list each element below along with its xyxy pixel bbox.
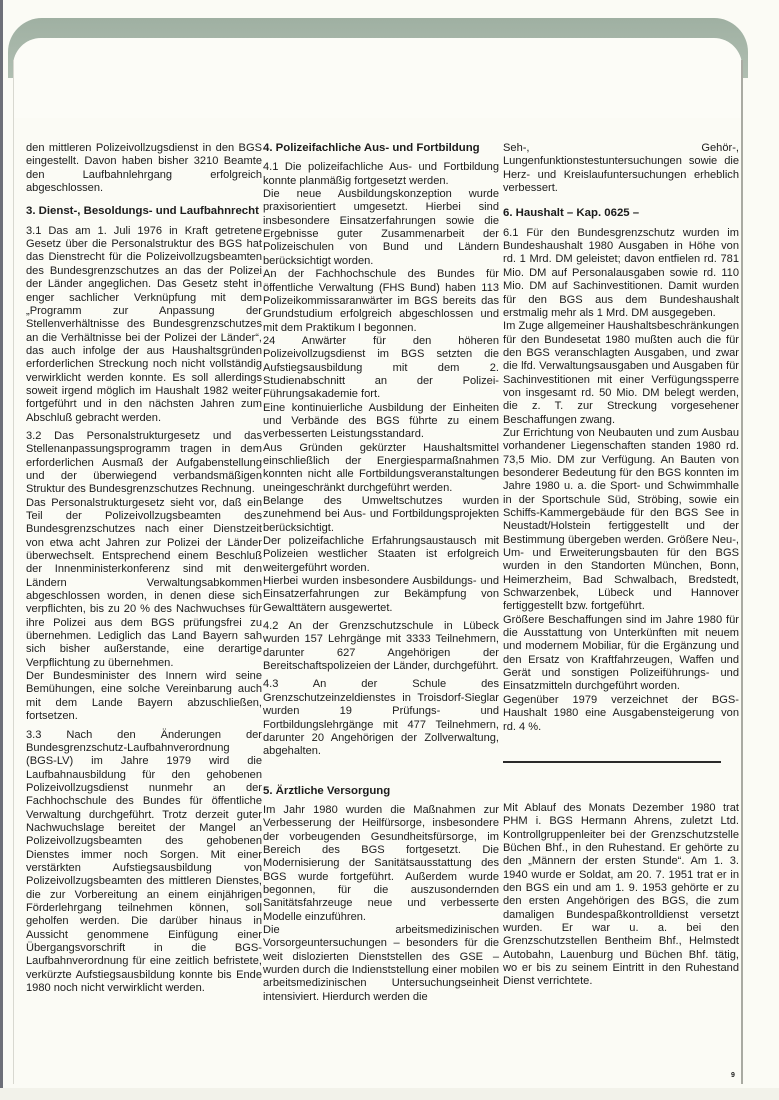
- paragraph-4-1-i: Hierbei wurden insbesondere Ausbildungs- und Einsatzerfahrungen zur Bekämpfung von Gewalttätern ausgewertet.: [263, 575, 499, 614]
- paragraph-4-1-b: Die neue Ausbildungskonzeption wurde praxisorientiert umgesetzt. Hierbei sind insbesondere Einsatzerfahrungen sowie die Ergebnisse guter Zusammenarbeit der Polizeischulen von Bund und Ländern berücksichtigt worden.: [263, 188, 499, 267]
- paragraph-4-1-e: Eine kontinuierliche Ausbildung der Einheiten und Verbände des BGS führte zu einem verbesserten Leistungsstandard.: [263, 401, 499, 441]
- paragraph-4-2: 4.2 An der Grenzschutzschule in Lübeck wurden 157 Lehrgänge mit 3333 Teilnehmern, darunter 627 Angehörigen der Bereitschaftspolizeien der Länder, durchgeführt.: [263, 620, 499, 673]
- paragraph-5-b: Die arbeitsmedizinischen Vorsorgeuntersuchungen – besonders für die weit dislozierten Dienststellen des GSE – wurden durch die Indienststellung einer mobilen arbeitsmedizinischen Untersuchungseinheit intensiviert. Hierdurch werden die: [263, 924, 499, 1003]
- paragraph-intro: den mittleren Polizeivollzugsdienst in den BGS eingestellt. Davon haben bisher 3210 Beamte den Laufbahnlehrgang erfolgreich abgeschlossen.: [26, 142, 262, 195]
- horizontal-rule: [503, 761, 721, 763]
- paragraph-3-2: 3.2 Das Personalstrukturgesetz und das Stellenanpassungsprogramm tragen in dem erforderlichen Ausmaß der Aufgabenstellung und der überwiegend verbandsmäßigen Struktur des Bundesgrenzschutzes Rechnung.: [26, 429, 262, 496]
- paragraph-4-1-h: Der polizeifachliche Erfahrungsaustausch mit Polizeien westlicher Staaten ist erfolgreich weitergeführt worden.: [263, 535, 499, 574]
- column-2: [263, 142, 499, 1004]
- paragraph-3-2-c: Der Bundesminister des Innern wird seine Bemühungen, eine solche Vereinbarung auch mit dem Lande Bayern abzuschließen, fortsetzen.: [26, 670, 262, 723]
- paragraph-5-a: Im Jahr 1980 wurden die Maßnahmen zur Verbesserung der Heilfürsorge, insbesondere der vorbeugenden Gesundheitsfürsorge, im Bereich des BGS fortgesetzt. Die Modernisierung der Sanitätsausstattung des BGS wurde fortgeführt. Außerdem wurde begonnen, für die auszusondernden Sanitätsfahrzeuge neue und verbesserte Modelle einzuführen.: [263, 803, 499, 923]
- paragraph-6-1-c: Zur Errichtung von Neubauten und zum Ausbau vorhandener Liegenschaften standen 1980 rd. 73,5 Mio. DM zur Verfügung. An Bauten von besonderer Bedeutung für den BGS konnten im Jahre 1980 u. a. die Sport- und Schwimmhalle in der Sportschule Süd, Ströbing, sowie ein Schiffs-Kammergebäude für den BGS See in Neustadt/Holstein fertiggestellt und der Bestimmung übergeben werden. Größere Neu-, Um- und Erweiterungsbauten für den BGS wurden in den Standorten München, Bonn, Heimerzheim, Bad Schwalbach, Bredstedt, Schwarzenbek, Lübeck und Hannover fertiggestellt bzw. fortgeführt.: [503, 426, 739, 613]
- paragraph-5-continued: Seh-, Gehör-, Lungenfunktionstestuntersuchungen sowie die Herz- und Kreislaufuntersuchungen erheblich verbessert.: [503, 142, 739, 195]
- section-heading-6: 6. Haushalt – Kap. 0625 –: [503, 207, 640, 220]
- column-3: [503, 142, 739, 989]
- paragraph-4-1-d: 24 Anwärter für den höheren Polizeivollzugsdienst im BGS setzten die Aufstiegsausbildung mit dem 2. Studienabschnitt an der Polizei-Führungsakademie fort.: [263, 334, 499, 401]
- paragraph-retirement-notice: Mit Ablauf des Monats Dezember 1980 trat PHM i. BGS Hermann Ahrens, zuletzt Ltd. Kontrollgruppenleiter bei der Grenzschutzstelle Büchen Bhf., in den Ruhestand. Er gehörte zu den „Männern der ersten Stunde“. Am 1. 3. 1940 wurde er Soldat, am 20. 7. 1951 trat er in den BGS ein und am 1. 9. 1953 gehörte er zu den ersten Angehörigen des BGS, die zum damaligen Bundespaßkontrolldienst versetzt wurden. Er war u. a. bei den Grenzschutzstellen Bentheim Bhf., Helmstedt Autobahn, Lauenburg und Büchen Bhf. tätig, wo er bis zu seinem Eintritt in den Ruhestand Dienst verrichtete.: [503, 801, 739, 988]
- section-heading-4: 4. Polizeifachliche Aus- und Fortbildung: [263, 142, 480, 154]
- paragraph-3-3: 3.3 Nach den Änderungen der Bundesgrenzschutz-Laufbahnverordnung (BGS-LV) im Jahre 1979 wird die Laufbahnausbildung für den gehobenen Polizeivollzugsdienst nunmehr an der Fachhochschule des Bundes für öffentliche Verwaltung durchgeführt. Trotz derzeit guter Nachwuchslage bereitet der Mangel an Polizeivollzugsbeamten des gehobenen Dienstes immer noch Sorgen. Mit einer verstärkten Aufstiegsausbildung von Polizeivollzugsbeamten des mittleren Dienstes, die zur Vorbereitung an einem einjährigen Förderlehrgang teilnehmen können, soll geholfen werden. Die darüber hinaus in Aussicht genommene Einfügung einer Übergangsvorschrift in die BGS-Laufbahnverordnung für eine zeitlich befristete, verkürzte Aufstiegsausbildung konnte bis Ende 1980 noch nicht verwirklicht werden.: [26, 728, 262, 995]
- paragraph-6-1: 6.1 Für den Bundesgrenzschutz wurden im Bundeshaushalt 1980 Ausgaben in Höhe von rd. 1 Mrd. DM geleistet; davon entfielen rd. 781 Mio. DM auf Personalausgaben sowie rd. 110 Mio. DM auf Sachinvestitionen. Damit wurden für den BGS aus dem Bundeshaushalt erstmalig mehr als 1 Mrd. DM ausgegeben.: [503, 226, 739, 319]
- frame-left-rule: [13, 60, 14, 1084]
- column-1: [26, 142, 262, 995]
- paragraph-4-3: 4.3 An der Schule des Grenzschutzeinzeldienstes in Troisdorf-Sieglar wurden 19 Prüfungs- und Fortbildungslehrgänge mit 477 Teilnehmern, darunter 20 Angehörigen der Zollverwaltung, abgehalten.: [263, 678, 499, 758]
- frame-right-rule: [741, 60, 743, 1084]
- paragraph-4-1-f: Aus Gründen gekürzter Haushaltsmittel einschließlich der Energiesparmaßnahmen konnten nicht alle Fortbildungsveranstaltungen uneingeschränkt durchgeführt werden.: [263, 441, 499, 494]
- scan-left-edge: [0, 0, 3, 1100]
- paragraph-3-1: 3.1 Das am 1. Juli 1976 in Kraft getretene Gesetz über die Personalstruktur des BGS hat das Dienstrecht für die Polizeivollzugsbeamten des Bundesgrenzschutzes an das der Polizei der Länder angeglichen. Das Gesetz steht in enger sachlicher Verknüpfung mit dem „Programm zur Anpassung der Stellenverhältnisse des Bundesgrenzschutzes an die Verhältnisse bei der Polizei der Länder“, das auch infolge der aus Haushaltsgründen erforderlichen Streckung noch nicht vollständig verwirklicht werden konnte. Es soll allerdings soweit irgend möglich im Haushalt 1982 weiter fortgeführt und in den nächsten Jahren zum Abschluß gebracht werden.: [26, 224, 262, 424]
- scan-bottom-edge: [0, 1088, 779, 1100]
- page-frame-inner: [13, 38, 742, 118]
- paragraph-6-1-b: Im Zuge allgemeiner Haushaltsbeschränkungen für den Bundesetat 1980 mußten auch die für den BGS veranschlagten Ausgaben, und zwar die lfd. Verwaltungsausgaben und Ausgaben für Sachinvestitionen mit einer Verfügungssperre von insgesamt rd. 50 Mio. DM belegt werden, die z. T. zur Streckung vorgesehener Beschaffungen zwang.: [503, 320, 739, 426]
- page-number: 9: [731, 1072, 735, 1079]
- paragraph-3-2-b: Das Personalstrukturgesetz sieht vor, daß ein Teil der Polizeivollzugsbeamten des Bundesgrenzschutzes nach einer Dienstzeit von etwa acht Jahren zur Polizei der Länder überwechselt. Entsprechend einem Beschluß der Innenministerkonferenz sind mit den Ländern Verwaltungsabkommen abgeschlossen worden, in denen diese sich verpflichten, bis zu 20 % des Nachwuchses für ihre Polizei aus dem BGS prüfungsfrei zu übernehmen. Lediglich das Land Bayern sah sich bisher außerstande, eine derartige Verpflichtung zu übernehmen.: [26, 496, 262, 669]
- paragraph-6-1-d: Größere Beschaffungen sind im Jahre 1980 für die Ausstattung von Unterkünften mit neuem und modernem Mobiliar, für die Ergänzung und den Ersatz von Kraftfahrzeugen, Waffen und Gerät und sonstigen Polizeiführungs- und Einsatzmitteln durchgeführt worden.: [503, 613, 739, 693]
- section-heading-3: 3. Dienst-, Besoldungs- und Laufbahnrecht: [26, 205, 259, 218]
- paragraph-4-1-g: Belange des Umweltschutzes wurden zunehmend bei Aus- und Fortbildungsprojekten berücksichtigt.: [263, 495, 499, 534]
- paragraph-6-1-e: Gegenüber 1979 verzeichnet der BGS-Haushalt 1980 eine Ausgabensteigerung von rd. 4 %.: [503, 693, 739, 733]
- paragraph-4-1: 4.1 Die polizeifachliche Aus- und Fortbildung konnte planmäßig fortgesetzt werden.: [263, 161, 499, 187]
- section-heading-5: 5. Ärztliche Versorgung: [263, 784, 391, 797]
- paragraph-4-1-c: An der Fachhochschule des Bundes für öffentliche Verwaltung (FHS Bund) haben 113 Polizeikommissaranwärter im BGS bereits das Grundstudium erfolgreich abgeschlossen und mit dem Praktikum I begonnen.: [263, 268, 499, 334]
